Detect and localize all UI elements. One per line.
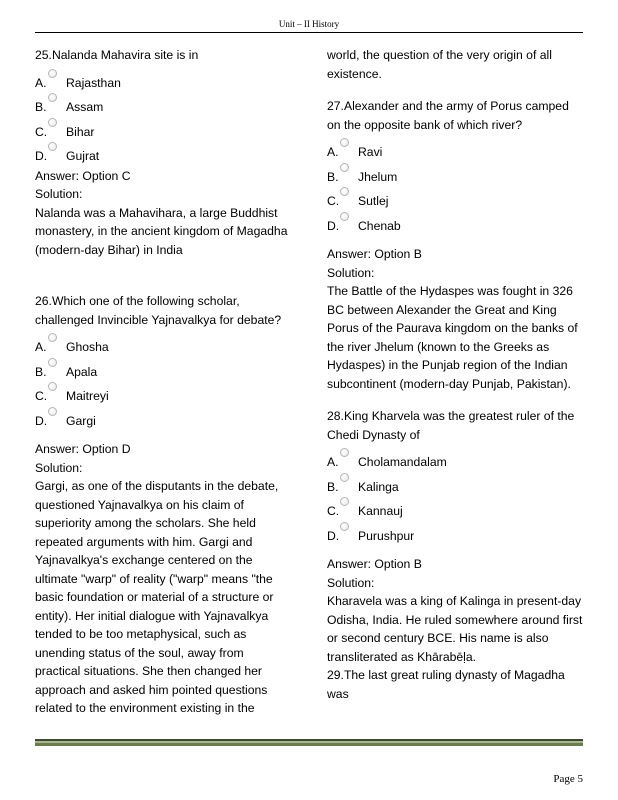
- option-d[interactable]: [35, 142, 290, 167]
- solution-text: The Battle of the Hydaspes was fought in 326 BC between Alexander the Great and King Porus of the Paurava kingdom on the banks of the river Jhelum (known to the Greeks as Hydaspes) in the Punjab region of the Indian subcontinent (modern-day Punjab, Pakistan).: [327, 284, 578, 391]
- option-letter: D.: [35, 413, 48, 428]
- solution-text: Nalanda was a Mahavihara, a large Buddhist monastery, in the ancient kingdom of Magadha (modern-day Bihar) in India: [35, 205, 288, 257]
- option-a[interactable]: [327, 448, 585, 473]
- option-label: Maitreyi: [66, 389, 109, 403]
- option-c[interactable]: [327, 497, 585, 522]
- solution-text: Gargi, as one of the disputants in the debate, questioned Yajnavalkya on his claim of superiority among the scholars. She held repeated arguments with him. Gargi and Yajnavalkya's exchange centered on the ultimate "warp" of reality ("warp" means "the basic foundation or material of a structure or entity). Her initial dialogue with Yajnavalkya tended to be too metaphysical, such as unending status of the soul, away from practical situations. She then changed her approach and asked him pointed questions related to the environment existing in the: [35, 479, 279, 715]
- option-label: Jhelum: [358, 169, 398, 184]
- option-letter: C.: [35, 124, 48, 139]
- solution-label: Solution:: [327, 575, 375, 590]
- option-letter: D.: [327, 528, 340, 543]
- radio-icon[interactable]: [48, 142, 57, 151]
- question-text: 27.Alexander and the army of Porus camped on the opposite bank of which river?: [327, 99, 569, 132]
- option-label: Assam: [66, 100, 104, 114]
- question-29: [327, 666, 585, 703]
- radio-icon[interactable]: [48, 333, 57, 342]
- radio-icon[interactable]: [340, 473, 349, 482]
- option-d[interactable]: [35, 407, 290, 432]
- option-letter: A.: [327, 455, 339, 469]
- question-text: 25.Nalanda Mahavira site is in: [35, 48, 199, 62]
- option-a[interactable]: [35, 69, 290, 94]
- question-25: [35, 46, 290, 259]
- right-column: [327, 46, 585, 703]
- option-letter: A.: [35, 340, 47, 354]
- radio-icon[interactable]: [48, 69, 57, 78]
- radio-icon[interactable]: [340, 522, 349, 531]
- answer-text: Answer: Option B: [327, 557, 422, 571]
- option-label: Cholamandalam: [358, 455, 447, 469]
- option-letter: C.: [327, 194, 340, 208]
- radio-icon[interactable]: [340, 163, 349, 172]
- radio-icon[interactable]: [340, 187, 349, 196]
- question-text: 28.King Kharvela was the greatest ruler of the Chedi Dynasty of: [327, 409, 575, 442]
- option-d[interactable]: [327, 522, 585, 547]
- page-number: Page 5: [553, 773, 583, 785]
- solution-text: Kharavela was a king of Kalinga in present-day Odisha, India. He ruled somewhere around first or second century BCE. His name is also transliterated as Khārabēḷa.: [327, 594, 583, 664]
- radio-icon[interactable]: [48, 93, 57, 102]
- solution-label: Solution:: [35, 460, 83, 475]
- radio-icon[interactable]: [48, 118, 57, 127]
- answer-text: Answer: Option C: [35, 168, 131, 183]
- option-letter: D.: [35, 149, 48, 163]
- question-text: 26.Which one of the following scholar, challenged Invincible Yajnavalkya for debate?: [35, 294, 282, 327]
- option-letter: B.: [35, 364, 47, 379]
- option-label: Kalinga: [358, 479, 399, 494]
- radio-icon[interactable]: [48, 382, 57, 391]
- option-letter: B.: [35, 100, 47, 114]
- option-label: Rajasthan: [66, 75, 121, 90]
- option-label: Purushpur: [358, 528, 415, 543]
- option-label: Gujrat: [66, 149, 100, 163]
- option-letter: D.: [327, 218, 340, 233]
- question-27: [327, 97, 585, 393]
- radio-icon[interactable]: [340, 212, 349, 221]
- option-b[interactable]: [327, 473, 585, 498]
- option-label: Gargi: [66, 413, 96, 428]
- option-b[interactable]: [35, 358, 290, 383]
- option-letter: A.: [327, 145, 339, 159]
- option-letter: B.: [327, 169, 339, 184]
- option-label: Ravi: [358, 145, 383, 159]
- option-letter: C.: [35, 389, 48, 403]
- option-c[interactable]: [35, 382, 290, 407]
- continuation-text: world, the question of the very origin of all existence.: [327, 48, 552, 81]
- radio-icon[interactable]: [340, 497, 349, 506]
- option-label: Apala: [66, 364, 98, 379]
- option-a[interactable]: [35, 333, 290, 358]
- running-header: Unit – II History: [35, 18, 583, 33]
- radio-icon[interactable]: [48, 358, 57, 367]
- question-text: 29.The last great ruling dynasty of Magadha was: [327, 668, 565, 701]
- footer-rule: [35, 739, 583, 746]
- radio-icon[interactable]: [340, 138, 349, 147]
- option-a[interactable]: [327, 138, 585, 163]
- question-28: [327, 407, 585, 666]
- solution-label: Solution:: [35, 187, 83, 201]
- option-label: Chenab: [358, 218, 401, 233]
- solution-label: Solution:: [327, 265, 375, 280]
- option-label: Kannauj: [358, 504, 403, 518]
- option-b[interactable]: [327, 163, 585, 188]
- option-label: Sutlej: [358, 194, 389, 208]
- option-c[interactable]: [327, 187, 585, 212]
- option-letter: B.: [327, 479, 339, 494]
- radio-icon[interactable]: [340, 448, 349, 457]
- radio-icon[interactable]: [48, 407, 57, 416]
- option-c[interactable]: [35, 118, 290, 143]
- left-column: [35, 46, 290, 718]
- option-letter: A.: [35, 75, 47, 90]
- option-d[interactable]: [327, 212, 585, 237]
- option-b[interactable]: [35, 93, 290, 118]
- answer-text: Answer: Option D: [35, 442, 131, 456]
- answer-text: Answer: Option B: [327, 247, 422, 261]
- option-label: Bihar: [66, 124, 95, 139]
- option-letter: C.: [327, 504, 340, 518]
- option-label: Ghosha: [66, 340, 109, 354]
- question-26: [35, 292, 290, 718]
